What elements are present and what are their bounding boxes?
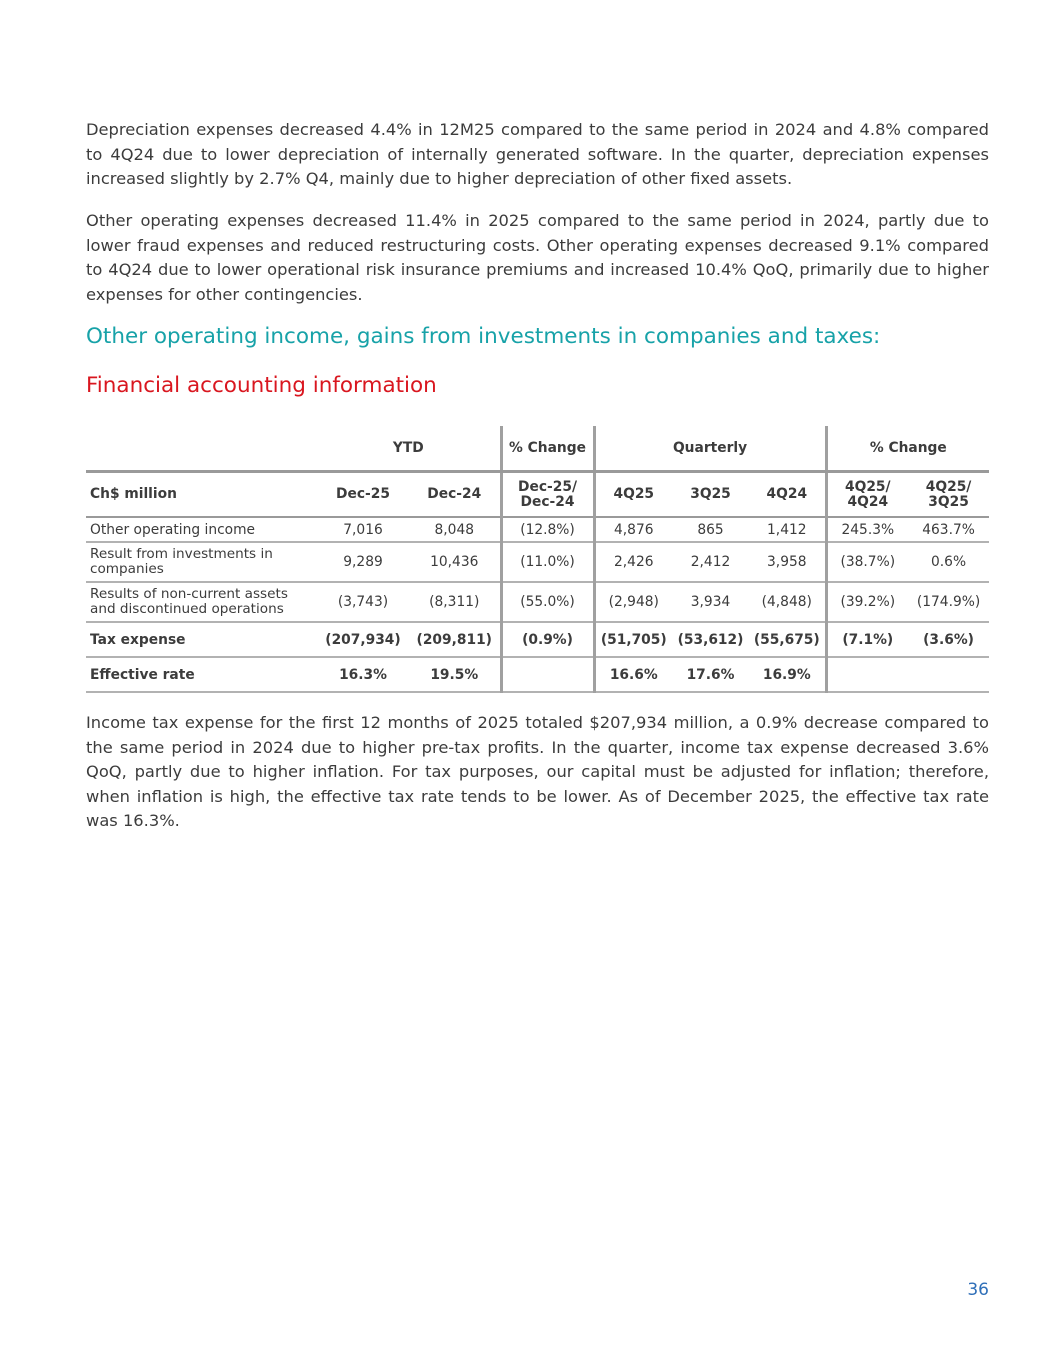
table-cell: (7.1%) xyxy=(826,622,908,657)
table-cell: (51,705) xyxy=(594,622,672,657)
table-cell: 19.5% xyxy=(409,657,501,692)
income-tax-paragraph: Income tax expense for the first 12 months of 2025 totaled $207,934 million, a 0.9% decrease compared to the same period in 2024 due to higher pre-tax profits. In the quarter, income tax expense decreased 3.6% QoQ, partly due to higher inflation. For tax purposes, our capital must be adjusted for inflation; therefore, when inflation is high, the effective tax rate tends to be lower. As of December 2025, the effective tax rate was 16.3%. xyxy=(86,713,989,831)
table-row xyxy=(86,542,989,582)
column-header: 4Q24 xyxy=(749,472,826,518)
section-heading: Other operating income, gains from investments in companies and taxes: xyxy=(86,324,881,349)
depreciation-paragraph: Depreciation expenses decreased 4.4% in 12M25 compared to the same period in 2024 and 4.8% compared to 4Q24 due to lower depreciation of internally generated software. In the quarter, depreciation expenses increased slightly by 2.7% Q4, mainly due to higher depreciation of other fixed assets. xyxy=(86,120,989,189)
column-header: 4Q25/ 3Q25 xyxy=(908,472,989,518)
column-header: Dec-25/ Dec-24 xyxy=(501,472,594,518)
table-cell xyxy=(501,657,594,692)
table-row xyxy=(86,657,989,692)
table-cell: (12.8%) xyxy=(501,517,594,542)
table-cell: (2,948) xyxy=(594,582,672,622)
table-cell: 0.6% xyxy=(908,542,989,582)
table-cell: 245.3% xyxy=(826,517,908,542)
group-header-pct-change-quarterly: % Change xyxy=(826,426,989,472)
table-cell: 2,426 xyxy=(594,542,672,582)
table-cell: (8,311) xyxy=(409,582,501,622)
subsection-heading: Financial accounting information xyxy=(86,373,437,398)
table-cell: (209,811) xyxy=(409,622,501,657)
table-cell: 3,934 xyxy=(672,582,749,622)
table-row xyxy=(86,582,989,622)
table-cell xyxy=(826,657,908,692)
table-row xyxy=(86,517,989,542)
table-cell: 8,048 xyxy=(409,517,501,542)
other-expenses-paragraph: Other operating expenses decreased 11.4% in 2025 compared to the same period in 2024, partly due to lower fraud expenses and reduced restructuring costs. Other operating expenses decreased 9.1% compared to 4Q24 due to lower operational risk insurance premiums and increased 10.4% QoQ, primarily due to higher expenses for other contingencies. xyxy=(86,211,989,304)
table-cell: (55.0%) xyxy=(501,582,594,622)
column-header: 4Q25 xyxy=(594,472,672,518)
table-row xyxy=(86,622,989,657)
table-cell: 3,958 xyxy=(749,542,826,582)
table-cell: (0.9%) xyxy=(501,622,594,657)
column-header: Dec-24 xyxy=(409,472,501,518)
table-cell: 9,289 xyxy=(317,542,409,582)
group-header-blank xyxy=(86,426,317,472)
table-cell: 1,412 xyxy=(749,517,826,542)
table-cell: 17.6% xyxy=(672,657,749,692)
financial-table xyxy=(86,426,989,693)
row-label: Tax expense xyxy=(86,622,317,657)
table-cell: (207,934) xyxy=(317,622,409,657)
row-label: Results of non-current assets and discontinued operations xyxy=(86,582,317,622)
page-number: 36 xyxy=(967,1280,989,1300)
group-header-pct-change-ytd: % Change xyxy=(501,426,594,472)
table-cell: (11.0%) xyxy=(501,542,594,582)
column-header: Ch$ million xyxy=(86,472,317,518)
row-label: Effective rate xyxy=(86,657,317,692)
table-cell: (3.6%) xyxy=(908,622,989,657)
table-cell: (3,743) xyxy=(317,582,409,622)
column-header: 4Q25/ 4Q24 xyxy=(826,472,908,518)
table-cell: 16.9% xyxy=(749,657,826,692)
row-label: Result from investments in companies xyxy=(86,542,317,582)
table-cell: (4,848) xyxy=(749,582,826,622)
table-cell: 16.6% xyxy=(594,657,672,692)
table-cell: 4,876 xyxy=(594,517,672,542)
row-label: Other operating income xyxy=(86,517,317,542)
table-cell xyxy=(908,657,989,692)
table-cell: (174.9%) xyxy=(908,582,989,622)
group-header-ytd: YTD xyxy=(317,426,501,472)
column-header: Dec-25 xyxy=(317,472,409,518)
table-cell: 865 xyxy=(672,517,749,542)
table-cell: 10,436 xyxy=(409,542,501,582)
table-cell: (39.2%) xyxy=(826,582,908,622)
table-cell: 16.3% xyxy=(317,657,409,692)
table-cell: (53,612) xyxy=(672,622,749,657)
table-cell: (38.7%) xyxy=(826,542,908,582)
table-cell: 2,412 xyxy=(672,542,749,582)
column-header: 3Q25 xyxy=(672,472,749,518)
table-cell: 7,016 xyxy=(317,517,409,542)
group-header-quarterly: Quarterly xyxy=(594,426,826,472)
table-cell: 463.7% xyxy=(908,517,989,542)
table-cell: (55,675) xyxy=(749,622,826,657)
